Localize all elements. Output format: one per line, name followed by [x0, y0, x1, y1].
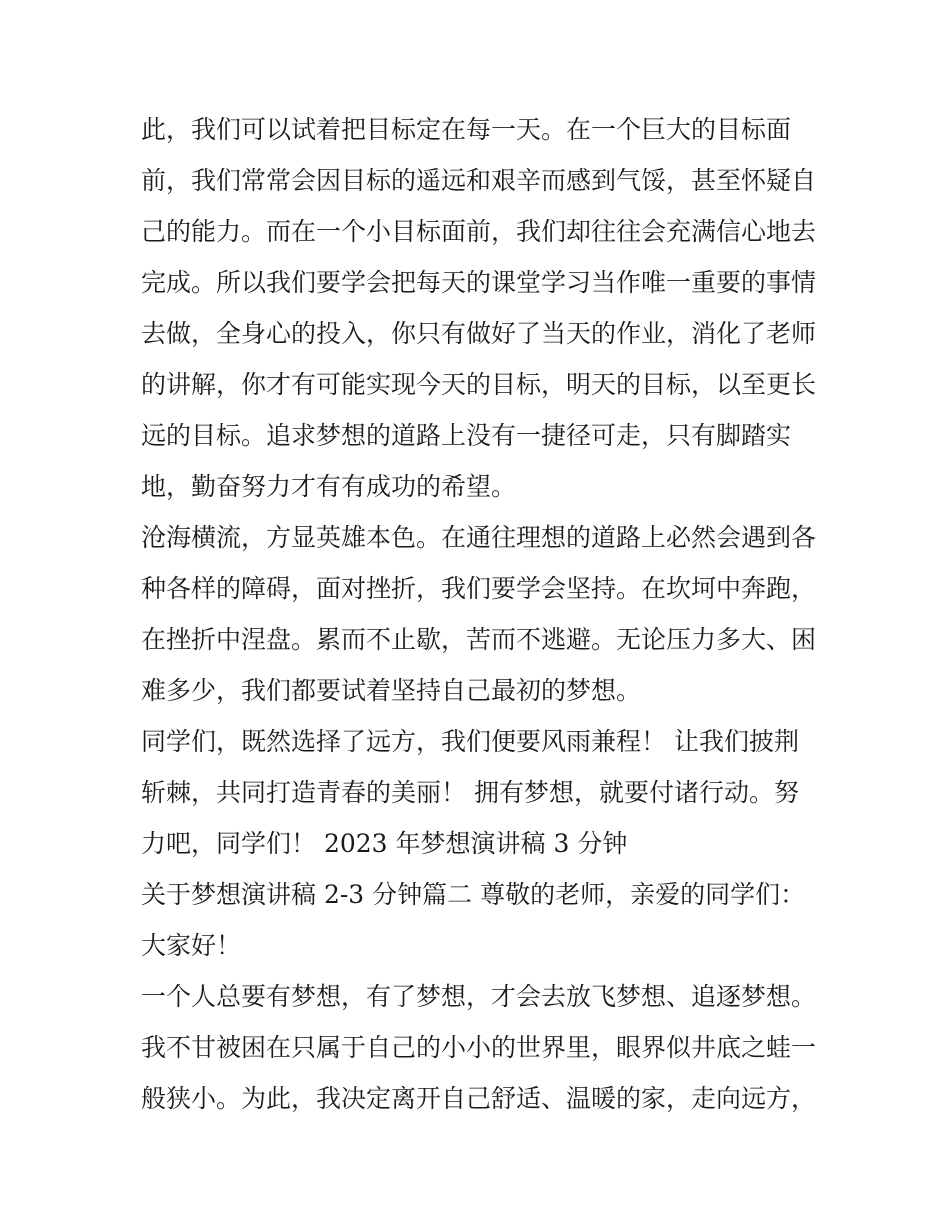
- text-line: 关于梦想演讲稿 2-3 分钟篇二 尊敬的老师，亲爱的同学们：: [141, 880, 806, 909]
- text-line: 完成。所以我们要学会把每天的课堂学习当作唯一重要的事情: [141, 268, 817, 297]
- text-line: 沧海横流，方显英雄本色。在通往理想的道路上必然会遇到各: [141, 523, 817, 552]
- text-line: 大家好！: [141, 931, 242, 960]
- text-line: 己的能力。而在一个小目标面前，我们却往往会充满信心地去: [141, 217, 817, 246]
- text-line: 此，我们可以试着把目标定在每一天。在一个巨大的目标面: [141, 115, 792, 144]
- text-line: 力吧，同学们！ 2023 年梦想演讲稿 3 分钟: [141, 829, 628, 858]
- text-line: 去做，全身心的投入，你只有做好了当天的作业，消化了老师: [141, 319, 817, 348]
- text-line: 在挫折中涅盘。累而不止歇，苦而不逃避。无论压力多大、困: [141, 625, 817, 654]
- text-line: 远的目标。追求梦想的道路上没有一捷径可走，只有脚踏实: [141, 421, 792, 450]
- body-text: [141, 104, 821, 1124]
- text-line: 斩棘，共同打造青春的美丽！ 拥有梦想，就要付诸行动。努: [141, 778, 799, 807]
- text-line: 地，勤奋努力才有有成功的希望。: [141, 472, 517, 501]
- text-line: 我不甘被困在只属于自己的小小的世界里，眼界似井底之蛙一: [141, 1033, 817, 1062]
- text-line: 难多少，我们都要试着坚持自己最初的梦想。: [141, 676, 642, 705]
- text-line: 同学们，既然选择了远方，我们便要风雨兼程！ 让我们披荆: [141, 727, 799, 756]
- text-line: 的讲解，你才有可能实现今天的目标，明天的目标，以至更长: [141, 370, 817, 399]
- text-line: 种各样的障碍，面对挫折，我们要学会坚持。在坎坷中奔跑，: [141, 574, 817, 603]
- text-line: 般狭小。为此，我决定离开自己舒适、温暖的家，走向远方，: [141, 1084, 817, 1113]
- text-line: 一个人总要有梦想，有了梦想，才会去放飞梦想、追逐梦想。: [141, 982, 817, 1011]
- text-line: 前，我们常常会因目标的遥远和艰辛而感到气馁，甚至怀疑自: [141, 166, 817, 195]
